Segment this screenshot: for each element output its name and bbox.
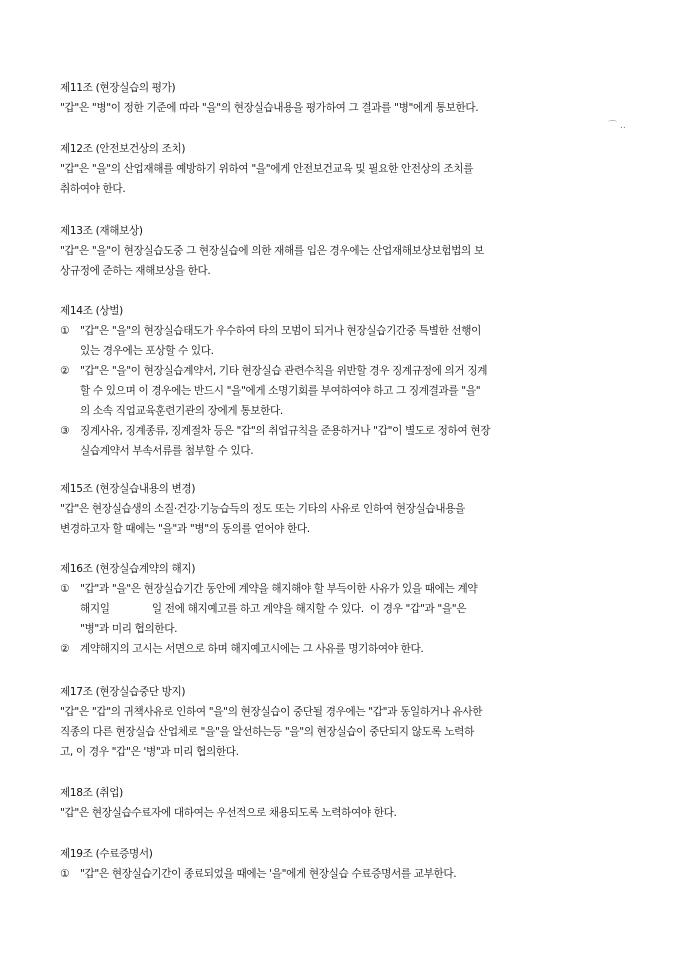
item-number: ② — [60, 643, 70, 655]
item-number: ② — [60, 365, 70, 377]
list-item — [60, 639, 477, 659]
article-heading: 제18조 (취업) — [60, 787, 123, 799]
article-heading: 제19조 (수료증명서) — [60, 848, 153, 860]
article-11 — [60, 78, 478, 118]
list-item — [60, 579, 477, 639]
item-number: ① — [60, 868, 70, 880]
article-heading: 제16조 (현장실습계약의 해지) — [60, 563, 196, 575]
article-heading: 제12조 (안전보건상의 조치) — [60, 143, 186, 155]
item-number: ③ — [60, 425, 70, 437]
item-number: ① — [60, 325, 70, 337]
item-text-line: "갑"은 현장실습기간이 종료되었을 때에는 '을"에게 현장실습 수료증명서를 교부한다. — [80, 868, 457, 880]
article-text-line: 취하여야 한다. — [60, 183, 126, 195]
item-text-line: 계약해지의 고시는 서면으로 하며 해지예고시에는 그 사유를 명기하여야 한다. — [80, 643, 424, 655]
article-text-line: 직종의 다른 현장실습 산업체로 "을"을 알선하는등 "을"의 현장실습이 중단되지 않도록 노력하 — [60, 726, 474, 738]
list-item — [60, 321, 490, 361]
article-text-line: 고, 이 경우 "갑"은 '병"과 미리 협의한다. — [60, 746, 239, 758]
article-text-line: "갑"은 "을"이 현장실습도중 그 현장실습에 의한 재해를 입은 경우에는 산업재해보상보험법의 보 — [60, 245, 484, 257]
list-item — [60, 361, 490, 421]
article-text-line: 상규정에 준하는 재해보상을 한다. — [60, 265, 211, 277]
item-text-line: "갑"은 "을"의 현장실습태도가 우수하여 타의 모범이 되거나 현장실습기간중 특별한 선행이 — [80, 325, 482, 337]
item-text-line: 징계사유, 징계종류, 징계절차 등은 "갑"의 취업규칙을 준용하거나 "갑"이 별도로 정하여 현장 — [80, 425, 491, 437]
article-13 — [60, 221, 484, 281]
item-text-line: 있는 경우에는 포상할 수 있다. — [80, 345, 214, 357]
article-heading: 제17조 (현장실습중단 방지) — [60, 686, 186, 698]
article-18 — [60, 783, 397, 823]
list-item — [60, 421, 490, 461]
item-text-line: 의 소속 직업교육훈련기관의 장에게 통보한다. — [80, 405, 283, 417]
article-16 — [60, 559, 477, 659]
article-12 — [60, 139, 473, 199]
article-14 — [60, 301, 490, 461]
item-text-line: "갑"은 "을"이 현장실습계약서, 기타 현장실습 관련수칙을 위반할 경우 징계규정에 의거 징계 — [80, 365, 488, 377]
item-text-line: 해지일 일 전에 해지예고를 하고 계약을 해지할 수 있다. 이 경우 "갑"과 "을"은 — [80, 603, 467, 615]
item-number: ① — [60, 583, 70, 595]
article-text-line: 변경하고자 할 때에는 "을"과 "병"의 동의를 얻어야 한다. — [60, 523, 310, 535]
faint-mark-icon: ⌒ ‥ — [608, 121, 626, 131]
article-17 — [60, 682, 482, 762]
item-text-line: 할 수 있으며 이 경우에는 반드시 "을"에게 소명기회를 부여하여야 하고 그 징계결과를 "을" — [80, 385, 481, 397]
article-text-line: "갑"은 "병"이 정한 기준에 따라 "을"의 현장실습내용을 평가하여 그 결과를 "병"에게 통보한다. — [60, 102, 479, 114]
article-text-line: "갑"은 현장실습수료자에 대하여는 우선적으로 채용되도록 노력하여야 한다. — [60, 807, 397, 819]
article-text-line: "갑"은 "갑"의 귀책사유로 인하여 "을"의 현장실습이 중단될 경우에는 "갑"과 동일하거나 유사한 — [60, 706, 483, 718]
article-15 — [60, 479, 465, 539]
article-text-line: "갑"은 현장실습생의 소질·건강·기능습득의 정도 또는 기타의 사유로 인하여 현장실습내용을 — [60, 503, 465, 515]
item-text-line: "갑"과 "을"은 현장실습기간 동안에 계약을 해지해야 할 부득이한 사유가 있을 때에는 계약 — [80, 583, 478, 595]
item-text-line: "병"과 미리 협의한다. — [80, 623, 178, 635]
article-heading: 제13조 (재해보상) — [60, 225, 143, 237]
article-19 — [60, 844, 456, 884]
article-heading: 제11조 (현장실습의 평가) — [60, 82, 176, 94]
article-heading: 제14조 (상벌) — [60, 305, 123, 317]
article-text-line: "갑"은 "을"의 산업재해를 예방하기 위하여 "을"에게 안전보건교육 및 필요한 안전상의 조치를 — [60, 163, 474, 175]
item-text-line: 실습계약서 부속서류를 첨부할 수 있다. — [80, 445, 254, 457]
list-item — [60, 864, 456, 884]
article-heading: 제15조 (현장실습내용의 변경) — [60, 483, 196, 495]
